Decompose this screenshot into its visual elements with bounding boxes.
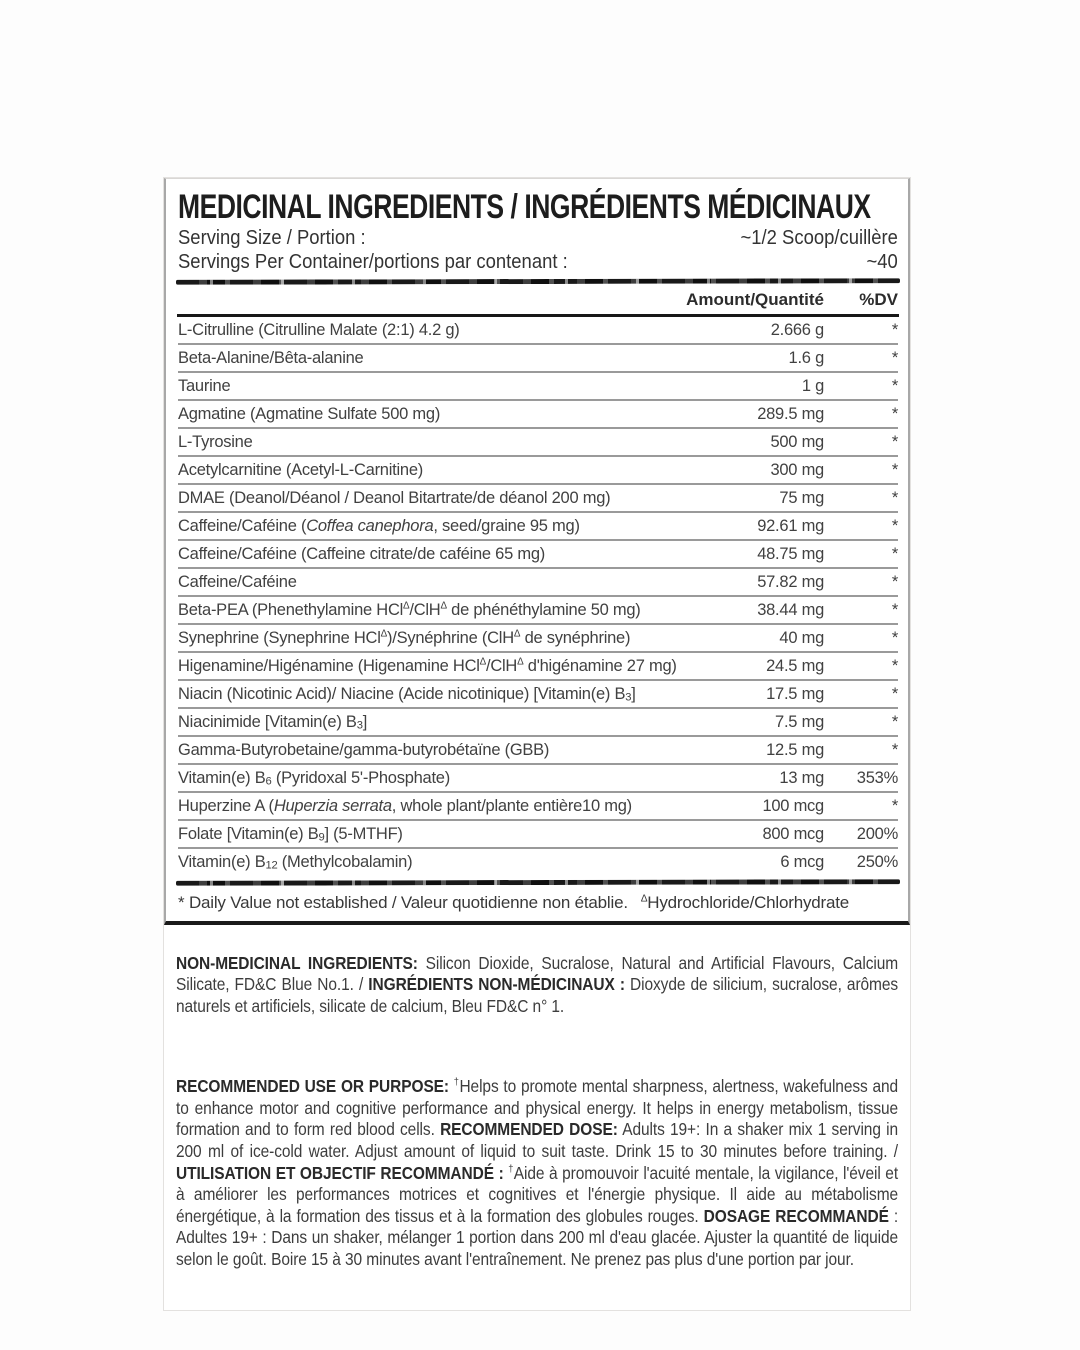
text-segment: Δ bbox=[380, 628, 387, 639]
ingredient-amount: 75 mg bbox=[779, 488, 824, 507]
text-segment: Caffeine/Caféine bbox=[178, 572, 297, 591]
ingredient-dv: * bbox=[891, 684, 898, 703]
text-segment: ] (5-MTHF) bbox=[324, 824, 403, 843]
text-segment: Adults 19+: In a shaker mix 1 serving in 200 ml of ice-cold water. Adjust amount of liquid to suit taste. Drink 15 to 30 minutes before training. / bbox=[176, 1119, 899, 1162]
table-row bbox=[178, 317, 898, 343]
ingredient-dv: 200% bbox=[856, 824, 898, 843]
text-segment: Δ bbox=[513, 628, 521, 639]
ingredient-name bbox=[178, 377, 674, 396]
page-title: MEDICINAL INGREDIENTS / INGRÉDIENTS MÉDICINAUX bbox=[178, 188, 871, 226]
ingredient-name bbox=[178, 797, 674, 816]
medicinal-ingredients-panel bbox=[164, 178, 910, 925]
text-segment: Agmatine (Agmatine Sulfate 500 mg) bbox=[178, 404, 441, 423]
table-row bbox=[178, 791, 898, 819]
ingredient-name bbox=[178, 769, 674, 788]
distressed-divider-bottom bbox=[176, 879, 900, 886]
ingredient-name bbox=[178, 545, 674, 564]
ingredient-dv: * bbox=[891, 516, 898, 535]
bold-text-segment: RECOMMENDED USE OR PURPOSE: bbox=[176, 1076, 449, 1097]
ingredient-name bbox=[178, 321, 674, 340]
ingredient-dv: * bbox=[891, 544, 898, 563]
ingredient-name bbox=[178, 685, 674, 704]
text-segment: /ClH bbox=[409, 600, 441, 619]
non-medicinal-ingredients-paragraph bbox=[176, 953, 898, 1018]
ingredient-name bbox=[178, 433, 674, 452]
ingredient-name bbox=[178, 573, 674, 592]
ingredient-dv: * bbox=[891, 460, 898, 479]
ingredient-amount: 1 g bbox=[801, 376, 824, 395]
ingredient-dv: * bbox=[891, 488, 898, 507]
ingredient-amount: 7.5 mg bbox=[775, 712, 824, 731]
text-segment: Taurine bbox=[178, 376, 231, 395]
ingredient-amount: 38.44 mg bbox=[757, 600, 824, 619]
text-segment: Dioxyde de silicium, sucralose, arômes naturels et artificiels, silicate de calcium, Bleu FD&C n° 1. bbox=[176, 974, 899, 1016]
text-segment: Δ bbox=[440, 600, 447, 611]
text-segment: : Adultes 19+ : Dans un shaker, mélanger 1 portion dans 200 ml d'eau glacée. Ajuster la quantité de liquide selon le goût. Boire 15 à 30 minutes avant l'entraînement. Ne prenez pas plus d'une portion par jour. bbox=[176, 1205, 899, 1270]
lower-text-section bbox=[164, 925, 910, 1288]
table-row bbox=[178, 371, 898, 399]
text-segment: , whole plant/plante entière10 mg) bbox=[391, 796, 632, 815]
text-segment: Synephrine (Synephrine HCl bbox=[178, 628, 381, 647]
ingredient-dv: * bbox=[891, 572, 898, 591]
text-segment: ] bbox=[631, 684, 636, 703]
text-segment: 3 bbox=[356, 718, 363, 731]
text-segment: Δ bbox=[640, 893, 648, 905]
bold-text-segment: RECOMMENDED DOSE: bbox=[440, 1119, 618, 1140]
ingredient-amount: 57.82 mg bbox=[757, 572, 824, 591]
table-row bbox=[178, 511, 898, 539]
ingredients-rows bbox=[178, 317, 898, 875]
ingredient-name bbox=[178, 656, 677, 676]
text-segment: Higenamine/Higénamine (Higenamine HCl bbox=[178, 656, 480, 675]
column-header-dv: %DV bbox=[859, 290, 898, 309]
text-segment: Helps to promote mental sharpness, alertness, wakefulness and to enhance motor and cognitive performance and physical energy. It helps in energy metabolism, tissue formation and to form red blood cells. bbox=[176, 1076, 899, 1140]
table-row bbox=[178, 399, 898, 427]
distressed-divider-top bbox=[176, 278, 900, 285]
text-segment: /ClH bbox=[486, 656, 518, 675]
table-row bbox=[178, 343, 898, 371]
ingredient-name bbox=[178, 461, 674, 480]
ingredient-amount: 100 mcg bbox=[762, 796, 824, 815]
text-segment: Acetylcarnitine (Acetyl-L-Carnitine) bbox=[178, 460, 424, 479]
table-row bbox=[178, 595, 898, 623]
serving-size-row bbox=[178, 226, 898, 250]
ingredient-name bbox=[178, 601, 674, 620]
table-row bbox=[178, 427, 898, 455]
text-segment: 3 bbox=[625, 690, 632, 703]
supplement-facts-label bbox=[163, 177, 911, 1311]
table-row bbox=[178, 651, 898, 679]
ingredient-amount: 17.5 mg bbox=[766, 684, 824, 703]
table-row bbox=[178, 763, 898, 791]
text-segment: Beta-PEA (Phenethylamine HCl bbox=[178, 600, 404, 619]
ingredient-dv: 353% bbox=[856, 768, 898, 787]
text-segment: Gamma-Butyrobetaine/gamma-butyrobétaïne (GBB) bbox=[178, 740, 550, 759]
column-header-amount: Amount/Quantité bbox=[686, 290, 824, 309]
ingredient-name bbox=[178, 825, 674, 844]
text-segment: 9 bbox=[318, 830, 325, 843]
ingredient-dv: * bbox=[891, 376, 898, 395]
text-segment: L-Tyrosine bbox=[178, 432, 253, 451]
text-segment: Hydrochloride/Chlorhydrate bbox=[647, 893, 850, 912]
text-segment: Δ bbox=[479, 656, 487, 667]
table-row bbox=[178, 567, 898, 595]
ingredient-name bbox=[178, 629, 674, 648]
text-segment: Caffeine/Caféine ( bbox=[178, 516, 307, 535]
text-segment: (Pyridoxal 5'-Phosphate) bbox=[271, 768, 450, 787]
table-row bbox=[178, 707, 898, 735]
recommended-use-paragraph bbox=[176, 1076, 898, 1270]
servings-per-container-row bbox=[178, 250, 898, 274]
ingredient-name bbox=[178, 405, 674, 424]
ingredient-name bbox=[178, 489, 674, 508]
table-row bbox=[178, 819, 898, 847]
italic-text-segment: Coffea canephora bbox=[306, 516, 434, 535]
text-segment: L-Citrulline (Citrulline Malate (2:1) 4.2 g) bbox=[178, 320, 460, 339]
text-segment: Aide à promouvoir l'acuité mentale, la vigilance, l'éveil et à améliorer les performances motrices et cognitives et l'énergie physique. Il aide au métabolisme énergétique, à la formation des tissus et à la formation des globules rouges. bbox=[176, 1162, 899, 1226]
text-segment: de synéphrine) bbox=[520, 628, 631, 647]
text-segment: Vitamin(e) B bbox=[178, 768, 266, 787]
text-segment: )/Synéphrine (ClH bbox=[386, 628, 514, 647]
bold-text-segment: INGRÉDIENTS NON-MÉDICINAUX : bbox=[368, 974, 625, 995]
ingredient-amount: 24.5 mg bbox=[766, 656, 824, 675]
ingredient-name bbox=[178, 349, 674, 368]
bold-text-segment: DOSAGE RECOMMANDÉ bbox=[703, 1205, 889, 1226]
table-row bbox=[178, 847, 898, 875]
ingredient-name bbox=[178, 713, 674, 732]
ingredient-amount: 300 mg bbox=[770, 460, 824, 479]
serving-size-value: ~1/2 Scoop/cuillère bbox=[740, 226, 898, 249]
ingredient-dv: * bbox=[891, 348, 898, 367]
ingredient-amount: 6 mcg bbox=[780, 852, 824, 871]
italic-text-segment: Huperzia serrata bbox=[273, 796, 392, 815]
bold-text-segment: UTILISATION ET OBJECTIF RECOMMANDÉ : bbox=[176, 1162, 504, 1183]
ingredient-name bbox=[178, 853, 674, 872]
ingredient-dv: * bbox=[891, 656, 898, 675]
table-row bbox=[178, 735, 898, 763]
table-row bbox=[178, 483, 898, 511]
text-segment: d'higénamine 27 mg) bbox=[523, 656, 677, 675]
table-row bbox=[178, 679, 898, 707]
ingredient-dv: * bbox=[891, 320, 898, 339]
ingredient-dv: * bbox=[891, 712, 898, 731]
serving-size-label: Serving Size / Portion : bbox=[178, 226, 366, 249]
ingredient-amount: 500 mg bbox=[770, 432, 824, 451]
servings-per-container-label: Servings Per Container/portions par contenant : bbox=[178, 250, 568, 273]
ingredient-amount: 1.6 g bbox=[788, 348, 824, 367]
ingredient-amount: 40 mg bbox=[779, 628, 824, 647]
text-segment: Caffeine/Caféine (Caffeine citrate/de caféine 65 mg) bbox=[178, 544, 546, 563]
ingredient-amount: 12.5 mg bbox=[766, 740, 824, 759]
text-segment: de phénéthylamine 50 mg) bbox=[446, 600, 641, 619]
ingredient-dv: * bbox=[891, 404, 898, 423]
ingredient-name bbox=[178, 517, 674, 536]
text-segment: Niacinimide [Vitamin(e) B bbox=[178, 712, 357, 731]
ingredient-amount: 289.5 mg bbox=[757, 404, 824, 423]
text-segment: Vitamin(e) B bbox=[178, 852, 266, 871]
table-row bbox=[178, 623, 898, 651]
ingredient-amount: 2.666 g bbox=[770, 320, 824, 339]
daily-value-footnote bbox=[178, 887, 898, 921]
ingredient-dv: * bbox=[891, 432, 898, 451]
text-segment: 12 bbox=[265, 858, 278, 871]
paragraph-gap bbox=[176, 1035, 898, 1059]
ingredient-dv: * bbox=[891, 600, 898, 619]
ingredient-amount: 800 mcg bbox=[762, 824, 824, 843]
ingredient-amount: 13 mg bbox=[779, 768, 824, 787]
text-segment: † bbox=[508, 1162, 514, 1175]
servings-per-container-value: ~40 bbox=[866, 250, 898, 273]
table-row bbox=[178, 539, 898, 567]
ingredient-dv: * bbox=[891, 740, 898, 759]
ingredient-name bbox=[178, 741, 674, 760]
ingredient-dv: 250% bbox=[856, 852, 898, 871]
text-segment: 6 bbox=[265, 774, 272, 787]
text-segment: * Daily Value not established / Valeur quotidienne non établie. bbox=[178, 893, 641, 912]
text-segment: ] bbox=[362, 712, 368, 731]
text-segment: (Methylcobalamin) bbox=[277, 852, 413, 871]
text-segment: DMAE (Deanol/Déanol / Deanol Bitartrate/de déanol 200 mg) bbox=[178, 488, 611, 507]
bold-text-segment: NON-MEDICINAL INGREDIENTS: bbox=[176, 952, 418, 973]
text-segment: Niacin (Nicotinic Acid)/ Niacine (Acide nicotinique) [Vitamin(e) B bbox=[178, 684, 626, 703]
text-segment: Δ bbox=[403, 600, 410, 611]
text-segment: , seed/graine 95 mg) bbox=[433, 516, 580, 535]
text-segment: Silicon Dioxide, Sucralose, Natural and Artificial Flavours, Calcium Silicate, FD&C Blue No.1. / bbox=[176, 952, 899, 995]
text-segment: Huperzine A ( bbox=[178, 796, 274, 815]
table-row bbox=[178, 455, 898, 483]
column-header-row bbox=[178, 286, 898, 314]
text-segment: Beta-Alanine/Bêta-alanine bbox=[178, 348, 364, 367]
ingredient-dv: * bbox=[891, 628, 898, 647]
text-segment: Folate [Vitamin(e) B bbox=[178, 824, 319, 843]
ingredient-dv: * bbox=[891, 796, 898, 815]
ingredient-amount: 48.75 mg bbox=[757, 544, 824, 563]
text-segment: † bbox=[453, 1076, 460, 1089]
ingredient-amount: 92.61 mg bbox=[757, 516, 824, 535]
text-segment: Δ bbox=[517, 656, 524, 667]
